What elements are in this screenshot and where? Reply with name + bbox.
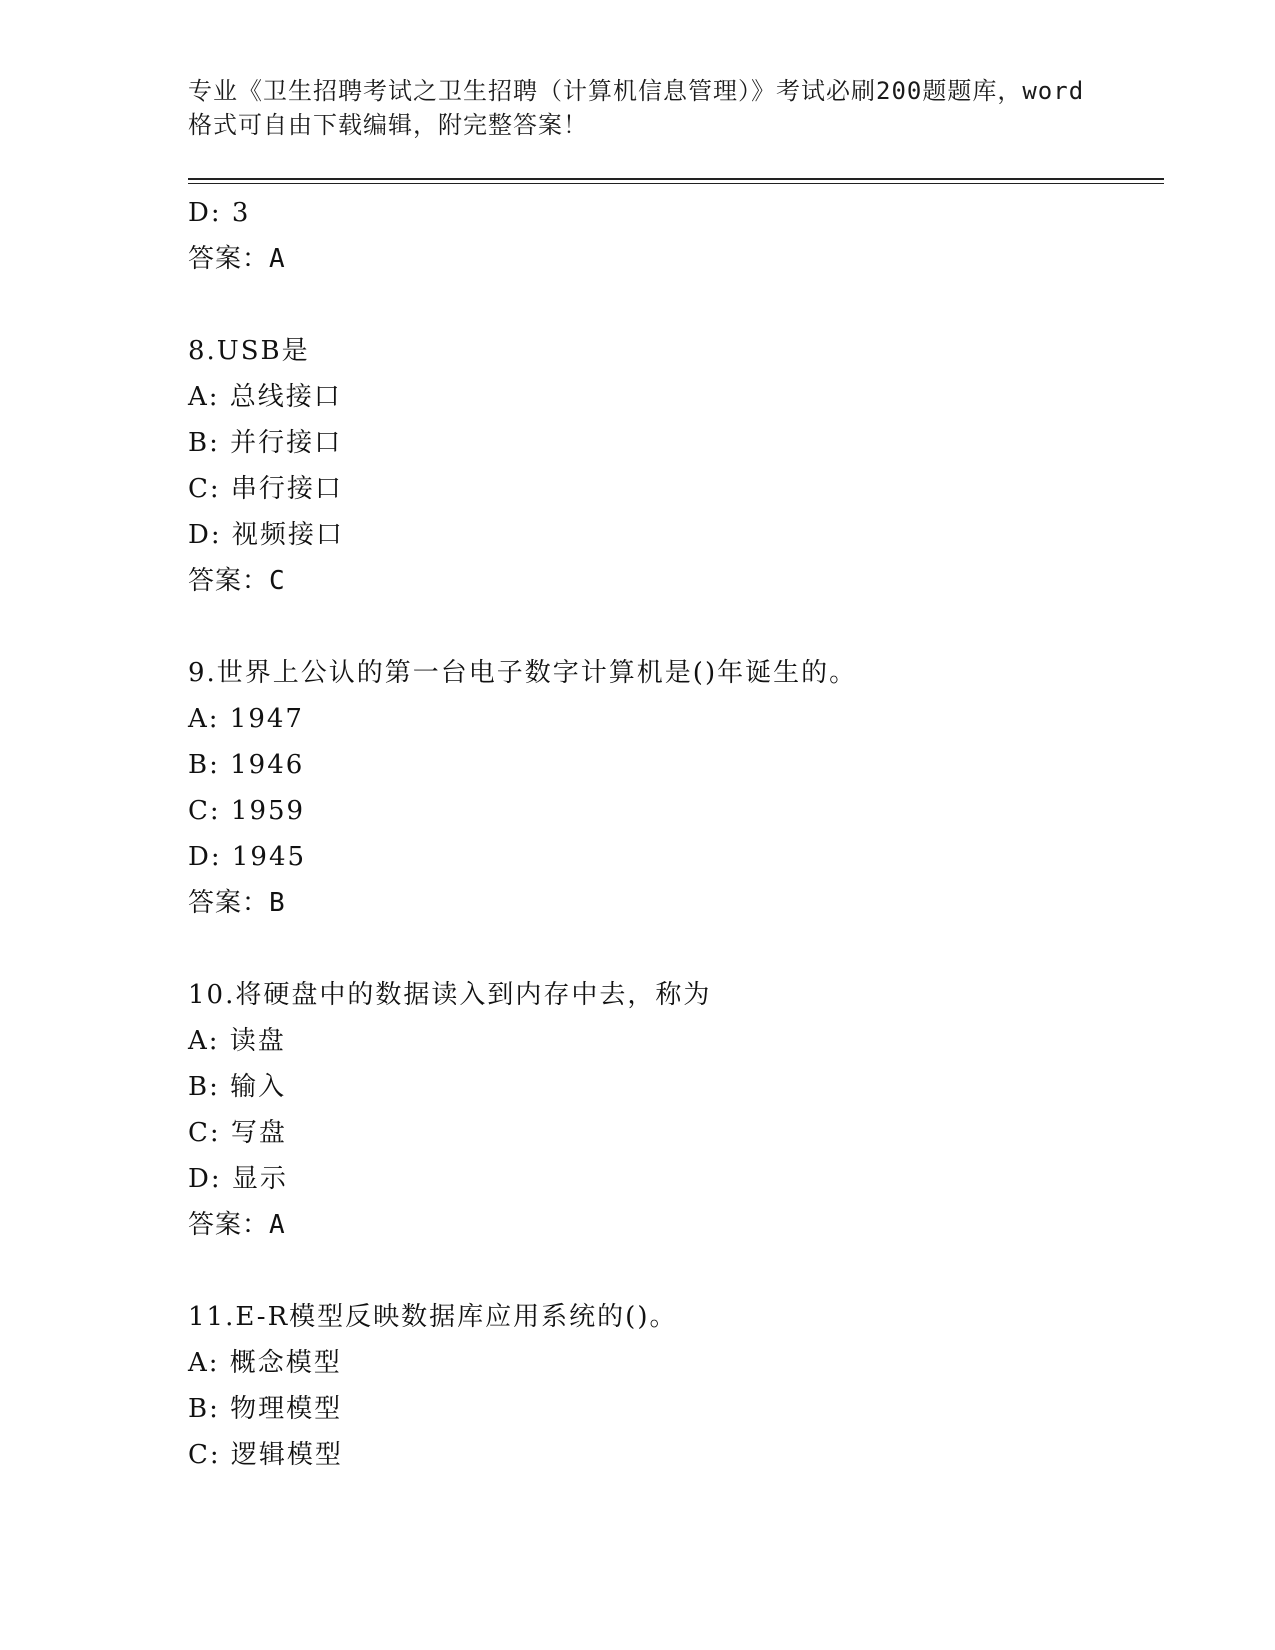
question-11 [188, 1294, 1164, 1478]
option-c: C: 逻辑模型 [188, 1440, 343, 1470]
option-a: A: 概念模型 [188, 1348, 342, 1378]
option-c: C: 串行接口 [188, 474, 343, 504]
option-b: B: 物理模型 [188, 1394, 343, 1424]
option-b: B: 1946 [188, 750, 305, 780]
option-b: B: 并行接口 [188, 428, 343, 458]
question-stem: 11.E-R模型反映数据库应用系统的()。 [188, 1302, 678, 1332]
option-a: A: 1947 [188, 704, 304, 734]
header-line-2: 格式可自由下载编辑，附完整答案！ [188, 111, 588, 139]
option-c: C: 1959 [188, 796, 306, 826]
header-divider [188, 178, 1164, 184]
question-stem: 9.世界上公认的第一台电子数字计算机是()年诞生的。 [188, 658, 858, 688]
question-list [188, 190, 1164, 1478]
header-line-1: 专业《卫生招聘考试之卫生招聘（计算机信息管理）》考试必刷200题题库，word [188, 77, 1085, 105]
option-a: A: 读盘 [188, 1026, 286, 1056]
prev-answer: 答案：A [188, 244, 286, 274]
question-10 [188, 972, 1164, 1248]
question-stem: 8.USB是 [188, 336, 310, 366]
question-9 [188, 650, 1164, 926]
answer: 答案：B [188, 888, 286, 918]
document-header [188, 74, 1098, 142]
option-d: D: 视频接口 [188, 520, 344, 550]
question-stem: 10.将硬盘中的数据读入到内存中去，称为 [188, 980, 712, 1010]
option-b: B: 输入 [188, 1072, 287, 1102]
option-d: D: 显示 [188, 1164, 288, 1194]
answer: 答案：C [188, 566, 286, 596]
option-c: C: 写盘 [188, 1118, 287, 1148]
prev-option-d: D: 3 [188, 198, 251, 228]
question-8 [188, 328, 1164, 604]
option-a: A: 总线接口 [188, 382, 342, 412]
option-d: D: 1945 [188, 842, 307, 872]
answer: 答案：A [188, 1210, 286, 1240]
